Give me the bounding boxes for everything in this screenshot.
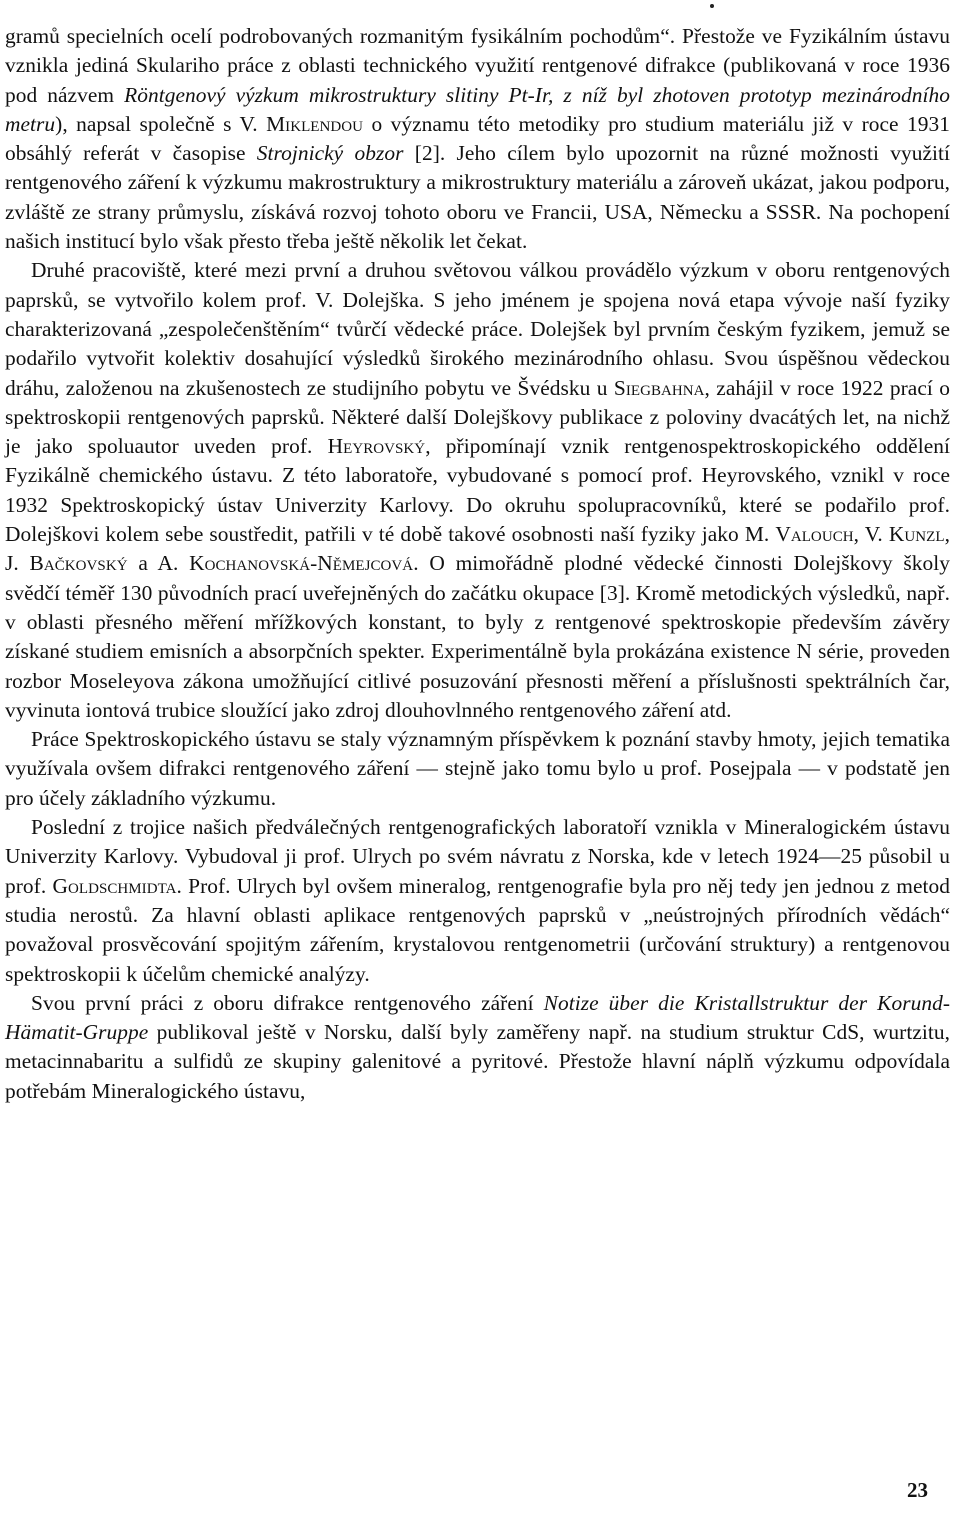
text-run: Poslední z trojice našich předválečných rentgenografických laboratoří vznikla v Mineralogickém ústavu Univerzity Karlovy. Vybudoval ji prof. Ulrych po svém návratu z Norska, kde v letech 1924—25 působil u prof. bbox=[5, 815, 950, 898]
text-run: [2]. Jeho cílem bylo upozornit na různé možnosti využití rentgenového záření k výzkumu makrostruktury a mikrostruktury materiálu a zároveň ukázat, jakou podporu, zvláště ze strany průmyslu, získává rozvoj tohoto oboru ve Francii, USA, Německu a SSSR. Na pochopení našich institucí bylo však přesto třeba ještě několik let čekat. bbox=[5, 141, 951, 254]
text-run: . O mimořádně plodné vědecké činnosti Dolejškovy školy svědčí téměř 130 původních prací uveřejněných do začátku okupace [3]. Kromě metodických výsledků, např. v oblasti přesného měření mřížkových konstant, to byly z rentgenové spektroskopie především závěry získané studiem emisních a absorpčních spekter. Experimentálně byla prokázána existence N série, proveden rozbor Moseleyova zákona umožňující citlivé posuzování přesnosti měření a příslušnosti spektrálních čar, vyvinuta iontová trubice sloužící jako zdroj dlouhovlnného rentgenového záření atd. bbox=[5, 551, 951, 722]
text-run: publikoval ještě v Norsku, další byly zaměřeny např. na studium struktur CdS, wurtzitu, metacinnabaritu a sulfidů ze skupiny galenitové a pyritové. Přestože hlavní náplň výzkumu odpovídala potřebám Mineralogického ústavu, bbox=[5, 1020, 950, 1103]
author-name: Heyrovský bbox=[327, 434, 426, 459]
text-run: Druhé pracoviště, které mezi první a druhou světovou válkou provádělo výzkum v oboru rentgenových paprsků, se vytvořilo kolem prof. V. Dolejška. S jeho jménem je spojena nová etapa vývoje naší fyziky charakterizovaná „zespolečenštěním“ tvůrčí vědecké práce. Dolejšek byl prvním českým fyzikem, jemuž se podařilo vytvořit kolektiv dosahující výsledků širokého mezinárodního ohlasu. Svou úspěšnou vědeckou dráhu, založenou na zkušenostech ze studijního pobytu ve Švédsku u bbox=[5, 258, 950, 400]
text-run: , J. bbox=[5, 522, 950, 576]
author-name: Valouch bbox=[775, 522, 854, 547]
text-run: Svou první práci z oboru difrakce rentgenového záření bbox=[31, 990, 544, 1015]
text-run: a A. bbox=[127, 551, 190, 576]
author-name: Bačkovský bbox=[29, 551, 128, 576]
text-run: gramů specielních ocelí podrobovaných rozmanitým fysikálním pochodům“. Přestože ve Fyzikálním ústavu vznikla jediná Skulariho práce z oblasti technického využití rentgenové difrakce (publikovaná v roce 1936 pod názvem bbox=[5, 24, 950, 107]
text-run: . Prof. Ulrych byl ovšem mineralog, rentgenografie byla pro něj tedy jen jednou z metod studia nerostů. Za hlavní oblasti aplikace rentgenových paprsků v „neústrojných přírodních vědách“ považoval prosvěcování spojitým zářením, krystalovou rentgenometrii (určování struktury) a rentgenovou spektroskopii k účelům chemické analýzy. bbox=[5, 873, 950, 986]
italic-title: Röntgenový výzkum mikrostruktury slitiny Pt-Ir, z níž byl zhotoven prototyp mezinárodního metru bbox=[5, 82, 951, 136]
body-text bbox=[5, 22, 950, 1106]
author-name: Kunzl bbox=[888, 522, 945, 547]
text-run: Práce Spektroskopického ústavu se staly významným příspěvkem k poznání stavby hmoty, jejich tematika využívala ovšem difrakci rentgenového záření — stejně jako tomu bylo u prof. Posejpala — v podstatě jen pro účely základního výzkumu. bbox=[5, 727, 950, 810]
page-number: 23 bbox=[907, 1478, 928, 1502]
author-name: Miklendou bbox=[266, 111, 364, 136]
author-name: Kochanovská-Němejcová bbox=[189, 551, 414, 576]
author-name: Siegbahna bbox=[613, 375, 705, 400]
text-run: o významu této metodiky pro studium materiálu již v roce 1931 obsáhlý referát v časopise bbox=[5, 111, 950, 166]
paragraph bbox=[5, 813, 950, 989]
paragraph bbox=[5, 989, 950, 1106]
italic-title: Strojnický obzor bbox=[256, 141, 404, 166]
text-run: , zahájil v roce 1922 prací o spektroskopii rentgenových paprsků. Některé další Dolejškovy publikace z poloviny dvacátých let, na nichž je jako spoluautor uveden prof. bbox=[5, 375, 950, 459]
print-speck bbox=[710, 4, 714, 8]
text-run: , připomínají vznik rentgenospektroskopického oddělení Fyzikálně chemického ústavu. Z této laboratoře, vybudované s pomocí prof. Heyrovského, vznikl v roce 1932 Spektroskopický ústav Univerzity Karlovy. Do okruhu spolupracovníků, které se podařilo prof. Dolejškovi kolem sebe soustředit, patřili v té době takové osobnosti naší fyziky jako M. bbox=[5, 434, 950, 547]
text-run: ), napsal společně s V. bbox=[55, 111, 267, 136]
paragraph bbox=[5, 22, 950, 256]
paragraph bbox=[5, 725, 950, 813]
paragraph bbox=[5, 256, 950, 725]
text-run: , V. bbox=[853, 522, 889, 547]
author-name: Goldschmidta bbox=[52, 873, 177, 898]
italic-title: Notize über die Kristallstruktur der Korund-Hämatit-Gruppe bbox=[5, 990, 950, 1045]
